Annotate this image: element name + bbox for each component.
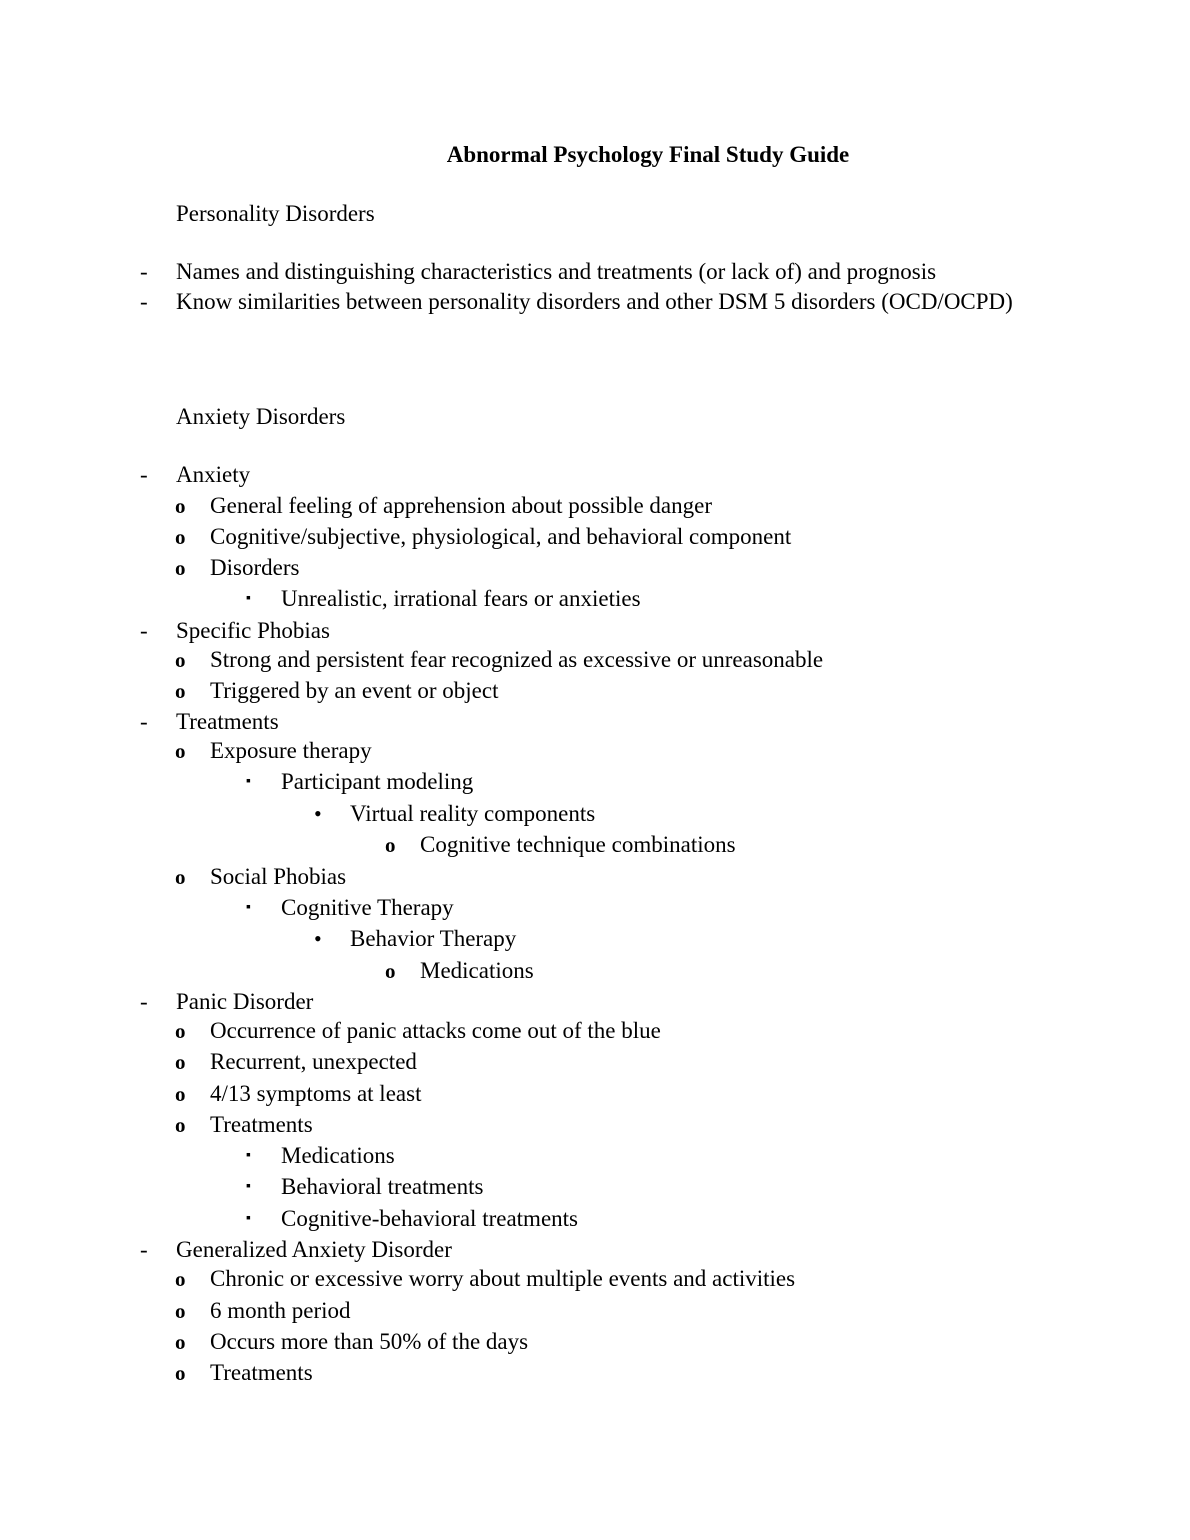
list-item — [0, 553, 1190, 584]
list-item-text: Triggered by an event or object — [210, 678, 499, 703]
circle-bullet: o — [175, 1299, 186, 1323]
list-item-text: Cognitive Therapy — [281, 895, 454, 920]
list-item-text: Exposure therapy — [210, 738, 372, 763]
circle-bullet: o — [175, 494, 186, 518]
list-item-text: 4/13 symptoms at least — [210, 1081, 422, 1106]
list-item — [0, 1016, 1190, 1047]
list-item-text: Disorders — [210, 555, 300, 580]
section-heading-personality-disorders: Personality Disorders — [176, 201, 375, 226]
circle-bullet: o — [175, 1330, 186, 1354]
list-item — [0, 956, 1190, 987]
list-item-text: Specific Phobias — [176, 618, 330, 643]
list-item — [0, 522, 1190, 553]
list-item — [0, 616, 1190, 647]
list-item — [0, 1327, 1190, 1358]
list-item — [0, 862, 1190, 893]
list-item-text: Occurs more than 50% of the days — [210, 1329, 529, 1354]
list-item — [0, 584, 1190, 615]
list-item — [0, 1296, 1190, 1327]
list-item — [0, 1047, 1190, 1078]
list-item-text: Recurrent, unexpected — [210, 1049, 417, 1074]
list-item-text: Participant modeling — [281, 769, 474, 794]
list-item — [0, 1204, 1190, 1235]
list-item-text: Unrealistic, irrational fears or anxieties — [281, 586, 641, 611]
dash-bullet: - — [140, 989, 148, 1014]
list-item-text: Medications — [281, 1143, 395, 1168]
square-bullet: ▪ — [246, 900, 251, 915]
list-item-text: Occurrence of panic attacks come out of the blue — [210, 1018, 661, 1043]
list-item-text: Anxiety — [176, 462, 251, 487]
list-item — [0, 1172, 1190, 1203]
square-bullet: ▪ — [246, 591, 251, 606]
list-item-text: Chronic or excessive worry about multiple events and activities — [210, 1266, 796, 1291]
circle-bullet: o — [175, 648, 186, 672]
circle-bullet: o — [175, 1082, 186, 1106]
list-item-text: Treatments — [210, 1112, 313, 1137]
list-item — [0, 460, 1190, 491]
circle-bullet: o — [175, 525, 186, 549]
list-item-text: Behavior Therapy — [350, 926, 517, 951]
list-item — [0, 287, 1190, 318]
list-item — [0, 893, 1190, 924]
list-item-text: Know similarities between personality disorders and other DSM 5 disorders (OCD/OCPD) — [176, 289, 1013, 314]
list-item — [0, 924, 1190, 955]
list-item — [0, 736, 1190, 767]
dash-bullet: - — [140, 259, 148, 284]
list-item-text: Social Phobias — [210, 864, 347, 889]
list-item-text: Cognitive technique combinations — [420, 832, 736, 857]
circle-bullet: o — [175, 1050, 186, 1074]
circle-bullet: o — [175, 556, 186, 580]
dash-bullet: - — [140, 618, 148, 643]
list-item-text: General feeling of apprehension about possible danger — [210, 493, 712, 518]
circle-bullet: o — [385, 833, 396, 857]
list-item — [0, 707, 1190, 738]
dash-bullet: - — [140, 289, 148, 314]
list-item-text: Generalized Anxiety Disorder — [176, 1237, 452, 1262]
circle-bullet: o — [175, 739, 186, 763]
square-bullet: ▪ — [246, 1179, 251, 1194]
list-item — [0, 767, 1190, 798]
list-item-text: Treatments — [176, 709, 279, 734]
dash-bullet: - — [140, 1237, 148, 1262]
list-item — [0, 1264, 1190, 1295]
list-item — [0, 1110, 1190, 1141]
circle-bullet: o — [175, 865, 186, 889]
circle-bullet: o — [385, 959, 396, 983]
circle-bullet: o — [175, 1019, 186, 1043]
dash-bullet: - — [140, 462, 148, 487]
list-item — [0, 1358, 1190, 1389]
square-bullet: ▪ — [246, 1211, 251, 1226]
list-item-text: Cognitive/subjective, physiological, and behavioral component — [210, 524, 792, 549]
square-bullet: ▪ — [246, 774, 251, 789]
round-bullet: • — [314, 926, 322, 951]
list-item — [0, 799, 1190, 830]
list-item-text: Names and distinguishing characteristics and treatments (or lack of) and prognosis — [176, 259, 937, 284]
list-item — [0, 645, 1190, 676]
circle-bullet: o — [175, 1361, 186, 1385]
list-item-text: Panic Disorder — [176, 989, 314, 1014]
document-title: Abnormal Psychology Final Study Guide — [446, 142, 850, 167]
list-item-text: Medications — [420, 958, 534, 983]
circle-bullet: o — [175, 1267, 186, 1291]
square-bullet: ▪ — [246, 1148, 251, 1163]
list-item — [0, 1079, 1190, 1110]
section-heading-anxiety-disorders: Anxiety Disorders — [176, 404, 346, 429]
list-item — [0, 257, 1190, 288]
circle-bullet: o — [175, 1113, 186, 1137]
list-item-text: Treatments — [210, 1360, 313, 1385]
list-item — [0, 830, 1190, 861]
list-item — [0, 987, 1190, 1018]
list-item — [0, 491, 1190, 522]
list-item — [0, 1235, 1190, 1266]
list-item-text: Virtual reality components — [350, 801, 596, 826]
list-item-text: Cognitive-behavioral treatments — [281, 1206, 578, 1231]
list-item-text: 6 month period — [210, 1298, 351, 1323]
list-item-text: Strong and persistent fear recognized as excessive or unreasonable — [210, 647, 824, 672]
dash-bullet: - — [140, 709, 148, 734]
list-item-text: Behavioral treatments — [281, 1174, 484, 1199]
list-item — [0, 676, 1190, 707]
round-bullet: • — [314, 801, 322, 826]
list-item — [0, 1141, 1190, 1172]
circle-bullet: o — [175, 679, 186, 703]
